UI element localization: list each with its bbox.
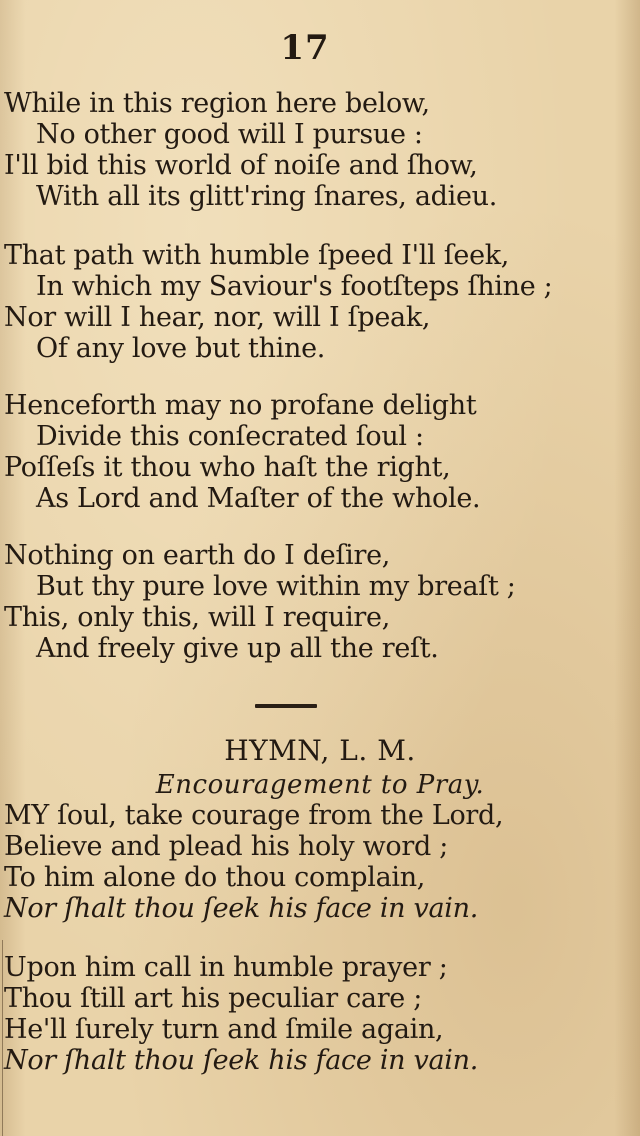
verse-line: Nor ſhalt thou ſeek his face in vain. xyxy=(4,1045,478,1076)
verse-line: No other good will I pursue : xyxy=(36,119,423,150)
stanza-2 xyxy=(4,240,634,364)
verse-line: As Lord and Maſter of the whole. xyxy=(36,483,481,514)
verse-line: Nor ſhalt thou ſeek his face in vain. xyxy=(4,893,478,924)
stanza-4 xyxy=(4,540,634,664)
verse-line: To him alone do thou complain, xyxy=(4,862,426,893)
verse-line: Of any love but thine. xyxy=(36,333,326,364)
verse-line: Nor will I hear, nor, will I ſpeak, xyxy=(4,302,431,333)
verse-line: Poſſeſs it thou who haſt the right, xyxy=(4,452,451,483)
hymn-stanza-2 xyxy=(4,952,634,1076)
verse-line: While in this region here below, xyxy=(4,88,430,119)
verse-line: Divide this conſecrated ſoul : xyxy=(36,421,424,452)
stanza-1 xyxy=(4,88,634,212)
verse-line: In which my Saviour's footſteps ſhine ; xyxy=(36,271,553,302)
hymn-stanza-1 xyxy=(4,800,634,924)
verse-line: Believe and plead his holy word ; xyxy=(4,831,449,862)
hymn-subtitle: Encouragement to Pray. xyxy=(155,770,485,800)
section-divider xyxy=(255,704,317,708)
stanza-3 xyxy=(4,390,634,514)
verse-line: But thy pure love within my breaſt ; xyxy=(36,571,516,602)
verse-line: Nothing on earth do I deſire, xyxy=(4,540,391,571)
verse-line: Upon him call in humble prayer ; xyxy=(4,952,448,983)
verse-line: With all its glitt'ring ſnares, adieu. xyxy=(36,181,498,212)
verse-line: I'll bid this world of noiſe and ſhow, xyxy=(4,150,478,181)
verse-line: Thou ſtill art his peculiar care ; xyxy=(4,983,423,1014)
page-number: 17 xyxy=(280,28,330,68)
verse-line: Henceforth may no profane delight xyxy=(4,390,477,421)
verse-line: That path with humble ſpeed I'll ſeek, xyxy=(4,240,510,271)
verse-line: He'll ſurely turn and ſmile again, xyxy=(4,1014,444,1045)
verse-line: MY ſoul, take courage from the Lord, xyxy=(4,800,504,831)
page-edge-line xyxy=(2,940,3,1136)
verse-line: This, only this, will I require, xyxy=(4,602,390,633)
hymn-title: HYMN, L. M. xyxy=(224,734,416,767)
verse-line: And freely give up all the reſt. xyxy=(36,633,439,664)
